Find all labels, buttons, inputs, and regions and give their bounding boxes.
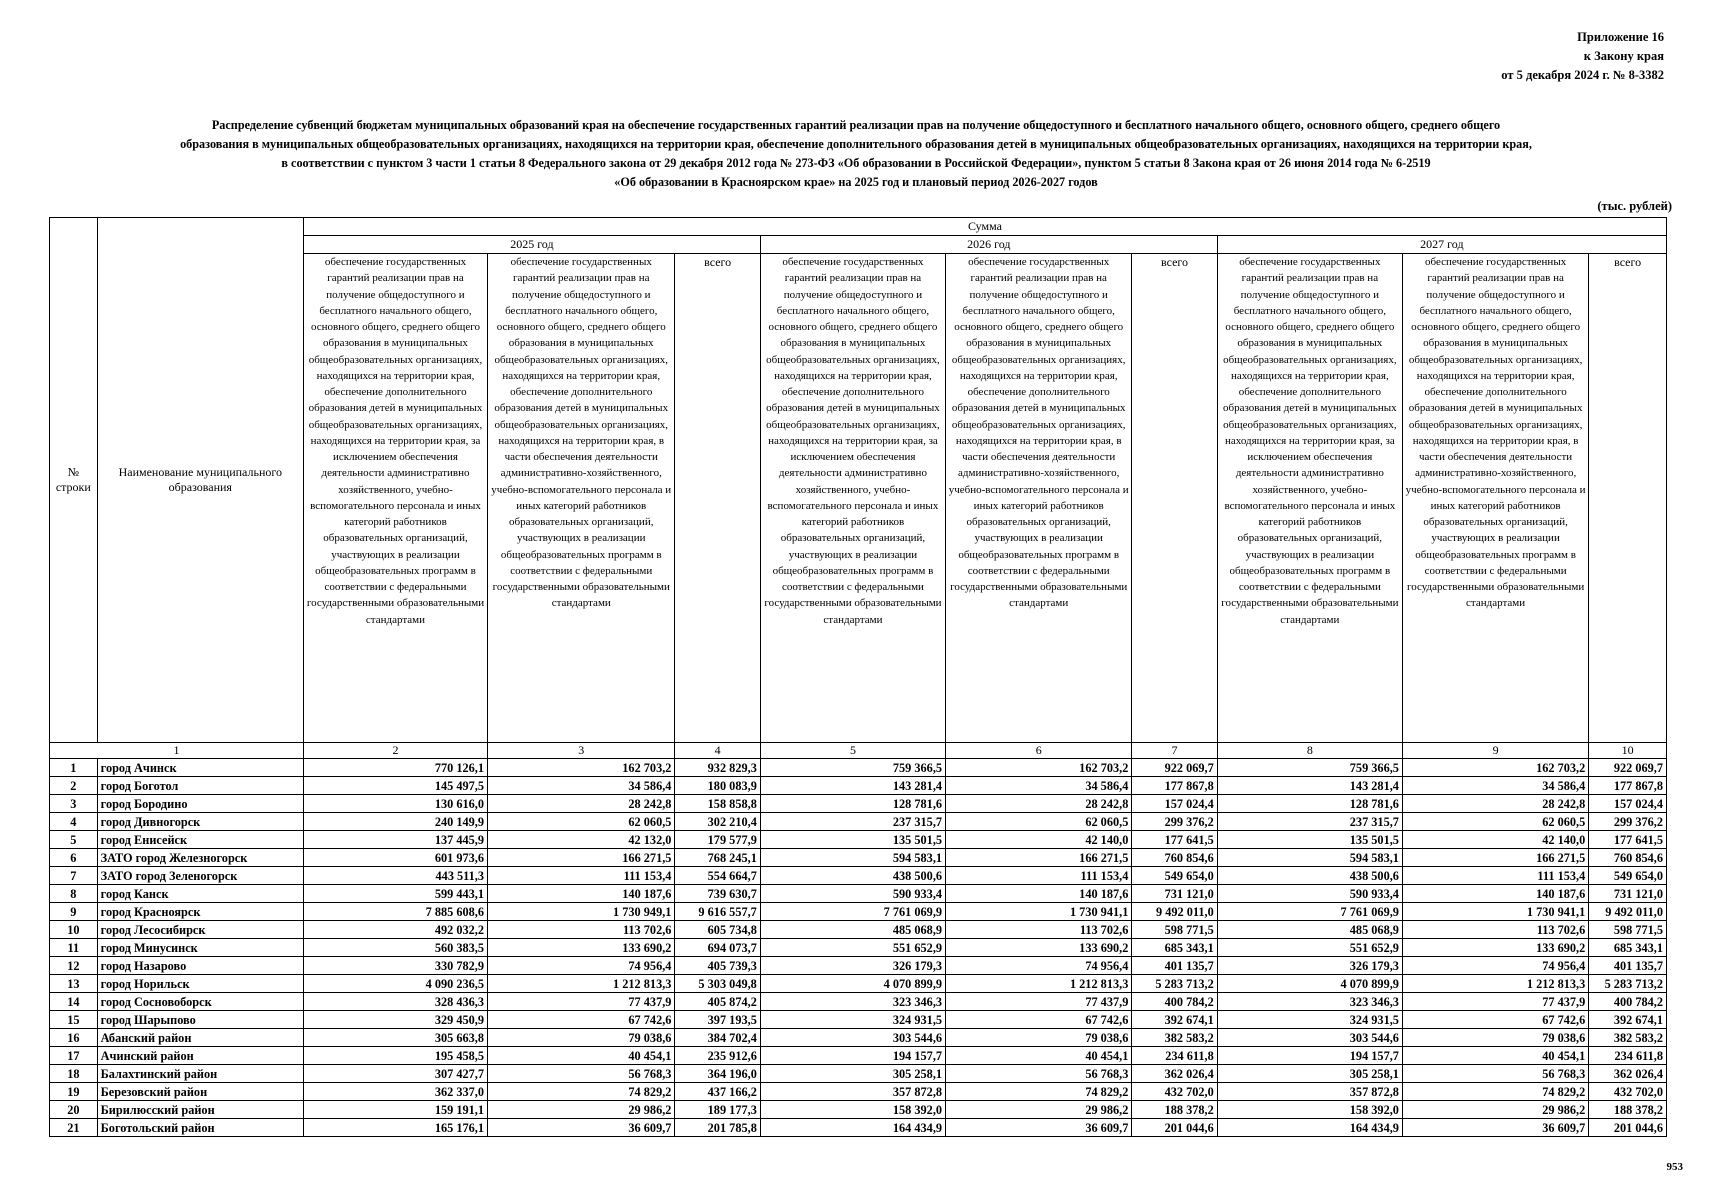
appendix-caption <box>1501 28 1664 85</box>
column-number: 9 <box>1402 743 1588 759</box>
amount-cell: 36 609,7 <box>946 1119 1132 1137</box>
amount-cell: 739 630,7 <box>675 885 760 903</box>
table-row <box>50 993 1667 1011</box>
amount-cell: 1 730 941,1 <box>946 903 1132 921</box>
amount-cell: 4 070 899,9 <box>760 975 945 993</box>
amount-cell: 382 583,2 <box>1589 1029 1667 1047</box>
amount-cell: 28 242,8 <box>488 795 675 813</box>
amount-cell: 357 872,8 <box>760 1083 945 1101</box>
amount-cell: 180 083,9 <box>675 777 760 795</box>
row-number-cell: 19 <box>50 1083 98 1101</box>
amount-cell: 113 702,6 <box>488 921 675 939</box>
amount-cell: 67 742,6 <box>1402 1011 1588 1029</box>
amount-cell: 237 315,7 <box>760 813 945 831</box>
amount-cell: 328 436,3 <box>303 993 487 1011</box>
amount-cell: 28 242,8 <box>946 795 1132 813</box>
amount-cell: 201 044,6 <box>1589 1119 1667 1137</box>
amount-cell: 305 258,1 <box>1217 1065 1402 1083</box>
amount-cell: 36 609,7 <box>1402 1119 1588 1137</box>
amount-cell: 362 026,4 <box>1132 1065 1217 1083</box>
amount-cell: 164 434,9 <box>760 1119 945 1137</box>
title-line: в соответствии с пунктом 3 части 1 статьи 8 Федерального закона от 29 декабря 2012 года № 273-ФЗ «Об образовании в Российской Федерации», пунктом 5 статьи 8 Закона края от 26 июня 2014 года № 6-2519 <box>281 156 1431 170</box>
amount-cell: 201 785,8 <box>675 1119 760 1137</box>
row-number-cell: 21 <box>50 1119 98 1137</box>
table-row <box>50 759 1667 777</box>
municipality-name-cell: город Боготол <box>97 777 303 795</box>
document-title <box>40 116 1672 192</box>
amount-cell: 401 135,7 <box>1132 957 1217 975</box>
amount-cell: 485 068,9 <box>1217 921 1402 939</box>
column-number: 3 <box>488 743 675 759</box>
amount-cell: 549 654,0 <box>1589 867 1667 885</box>
amount-cell: 74 956,4 <box>488 957 675 975</box>
amount-cell: 768 245,1 <box>675 849 760 867</box>
amount-cell: 56 768,3 <box>1402 1065 1588 1083</box>
amount-cell: 323 346,3 <box>760 993 945 1011</box>
amount-cell: 324 931,5 <box>760 1011 945 1029</box>
amount-cell: 79 038,6 <box>488 1029 675 1047</box>
table-row <box>50 921 1667 939</box>
amount-cell: 137 445,9 <box>303 831 487 849</box>
header-desc-main: обеспечение государственных гарантий реализации прав на получение общедоступного и бесплатного начального общего, основного общего, среднего общего образования в муниципальных общеобразовательных организациях, находящихся на территории края, обеспечение дополнительного образования детей в муниципальных общеобразовательных организациях, находящихся на территории края, за исключением обеспечения деятельности административно хозяйственного, учебно-вспомогательного персонала и иных категорий работников образовательных организаций, участвующих в реализации общеобразовательных программ в соответствии с федеральными государственными образовательными стандартами <box>760 254 945 743</box>
amount-cell: 760 854,6 <box>1132 849 1217 867</box>
table-row <box>50 777 1667 795</box>
amount-cell: 9 616 557,7 <box>675 903 760 921</box>
amount-cell: 42 140,0 <box>1402 831 1588 849</box>
header-desc-admin: обеспечение государственных гарантий реализации прав на получение общедоступного и бесплатного начального общего, основного общего, среднего общего образования в муниципальных общеобразовательных организациях, находящихся на территории края, обеспечение дополнительного образования детей в муниципальных общеобразовательных организациях, находящихся на территории края, в части обеспечения деятельности административно-хозяйственного, учебно-вспомогательного персонала и иных категорий работников образовательных организаций, участвующих в реализации общеобразовательных программ в соответствии с федеральными государственными образовательными стандартами <box>1402 254 1588 743</box>
table-row <box>50 885 1667 903</box>
amount-cell: 605 734,8 <box>675 921 760 939</box>
amount-cell: 162 703,2 <box>488 759 675 777</box>
amount-cell: 397 193,5 <box>675 1011 760 1029</box>
amount-cell: 56 768,3 <box>488 1065 675 1083</box>
municipality-name-cell: город Дивногорск <box>97 813 303 831</box>
amount-cell: 382 583,2 <box>1132 1029 1217 1047</box>
amount-cell: 485 068,9 <box>760 921 945 939</box>
amount-cell: 437 166,2 <box>675 1083 760 1101</box>
table-row <box>50 795 1667 813</box>
amount-cell: 554 664,7 <box>675 867 760 885</box>
row-number-cell: 6 <box>50 849 98 867</box>
amount-cell: 492 032,2 <box>303 921 487 939</box>
row-number-cell: 11 <box>50 939 98 957</box>
table-row <box>50 1011 1667 1029</box>
header-total: всего <box>675 254 760 743</box>
amount-cell: 731 121,0 <box>1132 885 1217 903</box>
amount-cell: 177 867,8 <box>1589 777 1667 795</box>
municipality-name-cell: город Норильск <box>97 975 303 993</box>
table-row <box>50 1083 1667 1101</box>
amount-cell: 759 366,5 <box>760 759 945 777</box>
amount-cell: 42 140,0 <box>946 831 1132 849</box>
column-number: 8 <box>1217 743 1402 759</box>
amount-cell: 74 956,4 <box>946 957 1132 975</box>
header-desc-main: обеспечение государственных гарантий реализации прав на получение общедоступного и бесплатного начального общего, основного общего, среднего общего образования в муниципальных общеобразовательных организациях, находящихся на территории края, обеспечение дополнительного образования детей в муниципальных общеобразовательных организациях, находящихся на территории края, за исключением обеспечения деятельности административно хозяйственного, учебно-вспомогательного персонала и иных категорий работников образовательных организаций, участвующих в реализации общеобразовательных программ в соответствии с федеральными государственными образовательными стандартами <box>303 254 487 743</box>
amount-cell: 685 343,1 <box>1132 939 1217 957</box>
column-number: 5 <box>760 743 945 759</box>
amount-cell: 140 187,6 <box>488 885 675 903</box>
row-number-cell: 14 <box>50 993 98 1011</box>
amount-cell: 1 730 949,1 <box>488 903 675 921</box>
title-line: «Об образовании в Красноярском крае» на 2025 год и плановый период 2026-2027 годов <box>614 175 1098 189</box>
amount-cell: 34 586,4 <box>488 777 675 795</box>
amount-cell: 302 210,4 <box>675 813 760 831</box>
amount-cell: 165 176,1 <box>303 1119 487 1137</box>
amount-cell: 189 177,3 <box>675 1101 760 1119</box>
amount-cell: 594 583,1 <box>760 849 945 867</box>
header-year-2027: 2027 год <box>1217 236 1666 254</box>
municipality-name-cell: город Бородино <box>97 795 303 813</box>
amount-cell: 760 854,6 <box>1589 849 1667 867</box>
amount-cell: 29 986,2 <box>1402 1101 1588 1119</box>
row-number-cell: 7 <box>50 867 98 885</box>
amount-cell: 731 121,0 <box>1589 885 1667 903</box>
amount-cell: 195 458,5 <box>303 1047 487 1065</box>
header-desc-main: обеспечение государственных гарантий реализации прав на получение общедоступного и бесплатного начального общего, основного общего, среднего общего образования в муниципальных общеобразовательных организациях, находящихся на территории края, обеспечение дополнительного образования детей в муниципальных общеобразовательных организациях, находящихся на территории края, за исключением обеспечения деятельности административно хозяйственного, учебно-вспомогательного персонала и иных категорий работников образовательных организаций, участвующих в реализации общеобразовательных программ в соответствии с федеральными государственными образовательными стандартами <box>1217 254 1402 743</box>
amount-cell: 166 271,5 <box>1402 849 1588 867</box>
column-number: 10 <box>1589 743 1667 759</box>
row-number-cell: 8 <box>50 885 98 903</box>
amount-cell: 551 652,9 <box>760 939 945 957</box>
table-row <box>50 1029 1667 1047</box>
amount-cell: 432 702,0 <box>1132 1083 1217 1101</box>
amount-cell: 324 931,5 <box>1217 1011 1402 1029</box>
amount-cell: 549 654,0 <box>1132 867 1217 885</box>
table-row <box>50 813 1667 831</box>
amount-cell: 140 187,6 <box>1402 885 1588 903</box>
amount-cell: 392 674,1 <box>1132 1011 1217 1029</box>
amount-cell: 34 586,4 <box>1402 777 1588 795</box>
amount-cell: 194 157,7 <box>1217 1047 1402 1065</box>
header-year-2026: 2026 год <box>760 236 1217 254</box>
table-row <box>50 957 1667 975</box>
table-row <box>50 1119 1667 1137</box>
amount-cell: 7 761 069,9 <box>1217 903 1402 921</box>
municipality-name-cell: город Сосновоборск <box>97 993 303 1011</box>
amount-cell: 128 781,6 <box>760 795 945 813</box>
municipality-name-cell: город Шарыпово <box>97 1011 303 1029</box>
municipality-name-cell: город Назарово <box>97 957 303 975</box>
amount-cell: 177 641,5 <box>1132 831 1217 849</box>
amount-cell: 34 586,4 <box>946 777 1132 795</box>
title-line: Распределение субвенций бюджетам муниципальных образований края на обеспечение государственных гарантий реализации прав на получение общедоступного и бесплатного начального общего, основного общего, среднего общего <box>211 118 1501 132</box>
amount-cell: 400 784,2 <box>1132 993 1217 1011</box>
municipality-name-cell: город Канск <box>97 885 303 903</box>
amount-cell: 140 187,6 <box>946 885 1132 903</box>
amount-cell: 62 060,5 <box>946 813 1132 831</box>
amount-cell: 7 885 608,6 <box>303 903 487 921</box>
amount-cell: 158 392,0 <box>760 1101 945 1119</box>
subsidy-table <box>49 217 1667 1137</box>
table-body <box>50 759 1667 1137</box>
amount-cell: 4 090 236,5 <box>303 975 487 993</box>
row-number-cell: 4 <box>50 813 98 831</box>
row-number-cell: 13 <box>50 975 98 993</box>
amount-cell: 128 781,6 <box>1217 795 1402 813</box>
amount-cell: 1 212 813,3 <box>946 975 1132 993</box>
amount-cell: 194 157,7 <box>760 1047 945 1065</box>
municipality-name-cell: Березовский район <box>97 1083 303 1101</box>
amount-cell: 299 376,2 <box>1589 813 1667 831</box>
amount-cell: 36 609,7 <box>488 1119 675 1137</box>
page-number: 953 <box>1666 1161 1683 1173</box>
title-line: образования в муниципальных общеобразовательных организациях, находящихся на территории края, обеспечение дополнительного образования детей в муниципальных общеобразовательных организациях, находящихся на территории края, <box>180 137 1532 151</box>
amount-cell: 922 069,7 <box>1132 759 1217 777</box>
amount-cell: 303 544,6 <box>760 1029 945 1047</box>
amount-cell: 9 492 011,0 <box>1589 903 1667 921</box>
amount-cell: 438 500,6 <box>1217 867 1402 885</box>
amount-cell: 922 069,7 <box>1589 759 1667 777</box>
header-desc-admin: обеспечение государственных гарантий реализации прав на получение общедоступного и бесплатного начального общего, основного общего, среднего общего образования в муниципальных общеобразовательных организациях, находящихся на территории края, обеспечение дополнительного образования детей в муниципальных общеобразовательных организациях, находящихся на территории края, в части обеспечения деятельности административно-хозяйственного, учебно-вспомогательного персонала и иных категорий работников образовательных организаций, участвующих в реализации общеобразовательных программ в соответствии с федеральными государственными образовательными стандартами <box>946 254 1132 743</box>
amount-cell: 162 703,2 <box>946 759 1132 777</box>
amount-cell: 111 153,4 <box>488 867 675 885</box>
amount-cell: 759 366,5 <box>1217 759 1402 777</box>
row-number-cell: 2 <box>50 777 98 795</box>
amount-cell: 177 867,8 <box>1132 777 1217 795</box>
amount-cell: 330 782,9 <box>303 957 487 975</box>
amount-cell: 111 153,4 <box>1402 867 1588 885</box>
amount-cell: 405 874,2 <box>675 993 760 1011</box>
amount-cell: 67 742,6 <box>488 1011 675 1029</box>
amount-cell: 74 829,2 <box>1402 1083 1588 1101</box>
amount-cell: 235 912,6 <box>675 1047 760 1065</box>
amount-cell: 77 437,9 <box>946 993 1132 1011</box>
amount-cell: 932 829,3 <box>675 759 760 777</box>
table-row <box>50 1101 1667 1119</box>
amount-cell: 157 024,4 <box>1589 795 1667 813</box>
amount-cell: 357 872,8 <box>1217 1083 1402 1101</box>
row-number-cell: 17 <box>50 1047 98 1065</box>
amount-cell: 133 690,2 <box>1402 939 1588 957</box>
amount-cell: 1 212 813,3 <box>1402 975 1588 993</box>
amount-cell: 323 346,3 <box>1217 993 1402 1011</box>
amount-cell: 599 443,1 <box>303 885 487 903</box>
amount-cell: 177 641,5 <box>1589 831 1667 849</box>
amount-cell: 166 271,5 <box>488 849 675 867</box>
municipality-name-cell: Абанский район <box>97 1029 303 1047</box>
column-number: 6 <box>946 743 1132 759</box>
amount-cell: 40 454,1 <box>946 1047 1132 1065</box>
amount-cell: 4 070 899,9 <box>1217 975 1402 993</box>
amount-cell: 164 434,9 <box>1217 1119 1402 1137</box>
amount-cell: 405 739,3 <box>675 957 760 975</box>
amount-cell: 79 038,6 <box>946 1029 1132 1047</box>
amount-cell: 362 026,4 <box>1589 1065 1667 1083</box>
row-number-cell: 15 <box>50 1011 98 1029</box>
amount-cell: 40 454,1 <box>1402 1047 1588 1065</box>
amount-cell: 162 703,2 <box>1402 759 1588 777</box>
row-number-cell: 16 <box>50 1029 98 1047</box>
municipality-name-cell: город Минусинск <box>97 939 303 957</box>
row-number-cell: 18 <box>50 1065 98 1083</box>
amount-cell: 7 761 069,9 <box>760 903 945 921</box>
amount-cell: 432 702,0 <box>1589 1083 1667 1101</box>
row-number-cell: 12 <box>50 957 98 975</box>
amount-cell: 188 378,2 <box>1132 1101 1217 1119</box>
amount-cell: 77 437,9 <box>1402 993 1588 1011</box>
amount-cell: 1 212 813,3 <box>488 975 675 993</box>
row-number-cell: 9 <box>50 903 98 921</box>
amount-cell: 305 663,8 <box>303 1029 487 1047</box>
column-number: 4 <box>675 743 760 759</box>
amount-cell: 9 492 011,0 <box>1132 903 1217 921</box>
amount-cell: 28 242,8 <box>1402 795 1588 813</box>
amount-cell: 234 611,8 <box>1132 1047 1217 1065</box>
header-municipality-name: Наименование муниципального образования <box>97 218 303 743</box>
amount-cell: 113 702,6 <box>1402 921 1588 939</box>
amount-cell: 384 702,4 <box>675 1029 760 1047</box>
municipality-name-cell: Ачинский район <box>97 1047 303 1065</box>
amount-cell: 770 126,1 <box>303 759 487 777</box>
amount-cell: 400 784,2 <box>1589 993 1667 1011</box>
column-number: 1 <box>50 743 304 759</box>
amount-cell: 438 500,6 <box>760 867 945 885</box>
amount-cell: 42 132,0 <box>488 831 675 849</box>
column-number: 2 <box>303 743 487 759</box>
amount-cell: 362 337,0 <box>303 1083 487 1101</box>
amount-cell: 594 583,1 <box>1217 849 1402 867</box>
amount-cell: 56 768,3 <box>946 1065 1132 1083</box>
amount-cell: 237 315,7 <box>1217 813 1402 831</box>
municipality-name-cell: ЗАТО город Железногорск <box>97 849 303 867</box>
amount-cell: 157 024,4 <box>1132 795 1217 813</box>
amount-cell: 551 652,9 <box>1217 939 1402 957</box>
amount-cell: 326 179,3 <box>760 957 945 975</box>
amount-cell: 326 179,3 <box>1217 957 1402 975</box>
header-total: всего <box>1132 254 1217 743</box>
amount-cell: 598 771,5 <box>1132 921 1217 939</box>
amount-cell: 133 690,2 <box>946 939 1132 957</box>
amount-cell: 143 281,4 <box>1217 777 1402 795</box>
amount-cell: 143 281,4 <box>760 777 945 795</box>
amount-cell: 329 450,9 <box>303 1011 487 1029</box>
amount-cell: 29 986,2 <box>488 1101 675 1119</box>
amount-cell: 188 378,2 <box>1589 1101 1667 1119</box>
amount-cell: 74 956,4 <box>1402 957 1588 975</box>
amount-cell: 590 933,4 <box>1217 885 1402 903</box>
amount-cell: 392 674,1 <box>1589 1011 1667 1029</box>
amount-cell: 299 376,2 <box>1132 813 1217 831</box>
amount-cell: 201 044,6 <box>1132 1119 1217 1137</box>
amount-cell: 145 497,5 <box>303 777 487 795</box>
amount-cell: 67 742,6 <box>946 1011 1132 1029</box>
row-number-cell: 20 <box>50 1101 98 1119</box>
amount-cell: 111 153,4 <box>946 867 1132 885</box>
municipality-name-cell: город Енисейск <box>97 831 303 849</box>
amount-cell: 1 730 941,1 <box>1402 903 1588 921</box>
amount-cell: 364 196,0 <box>675 1065 760 1083</box>
appendix-law-date: от 5 декабря 2024 г. № 8-3382 <box>1501 68 1664 82</box>
amount-cell: 5 283 713,2 <box>1589 975 1667 993</box>
amount-cell: 135 501,5 <box>760 831 945 849</box>
amount-cell: 305 258,1 <box>760 1065 945 1083</box>
amount-cell: 79 038,6 <box>1402 1029 1588 1047</box>
amount-cell: 443 511,3 <box>303 867 487 885</box>
amount-cell: 179 577,9 <box>675 831 760 849</box>
row-number-cell: 3 <box>50 795 98 813</box>
table-row <box>50 831 1667 849</box>
amount-cell: 166 271,5 <box>946 849 1132 867</box>
table-row <box>50 867 1667 885</box>
amount-cell: 40 454,1 <box>488 1047 675 1065</box>
header-total: всего <box>1589 254 1667 743</box>
amount-cell: 601 973,6 <box>303 849 487 867</box>
amount-cell: 133 690,2 <box>488 939 675 957</box>
amount-cell: 234 611,8 <box>1589 1047 1667 1065</box>
row-number-cell: 10 <box>50 921 98 939</box>
amount-cell: 303 544,6 <box>1217 1029 1402 1047</box>
amount-cell: 130 616,0 <box>303 795 487 813</box>
table-row <box>50 939 1667 957</box>
amount-cell: 135 501,5 <box>1217 831 1402 849</box>
amount-cell: 158 858,8 <box>675 795 760 813</box>
amount-cell: 5 303 049,8 <box>675 975 760 993</box>
header-sum: Сумма <box>303 218 1666 236</box>
table-row <box>50 975 1667 993</box>
amount-cell: 307 427,7 <box>303 1065 487 1083</box>
table-row <box>50 1047 1667 1065</box>
table-row <box>50 1065 1667 1083</box>
header-year-2025: 2025 год <box>303 236 760 254</box>
table-row <box>50 849 1667 867</box>
amount-cell: 240 149,9 <box>303 813 487 831</box>
row-number-cell: 1 <box>50 759 98 777</box>
amount-cell: 77 437,9 <box>488 993 675 1011</box>
column-number-row <box>50 743 1667 759</box>
municipality-name-cell: Бирилюсский район <box>97 1101 303 1119</box>
amount-cell: 401 135,7 <box>1589 957 1667 975</box>
amount-cell: 74 829,2 <box>488 1083 675 1101</box>
municipality-name-cell: город Лесосибирск <box>97 921 303 939</box>
amount-cell: 62 060,5 <box>1402 813 1588 831</box>
amount-cell: 62 060,5 <box>488 813 675 831</box>
amount-cell: 694 073,7 <box>675 939 760 957</box>
municipality-name-cell: Балахтинский район <box>97 1065 303 1083</box>
header-desc-admin: обеспечение государственных гарантий реализации прав на получение общедоступного и бесплатного начального общего, основного общего, среднего общего образования в муниципальных общеобразовательных организациях, находящихся на территории края, обеспечение дополнительного образования детей в муниципальных общеобразовательных организациях, находящихся на территории края, в части обеспечения деятельности административно-хозяйственного, учебно-вспомогательного персонала и иных категорий работников образовательных организаций, участвующих в реализации общеобразовательных программ в соответствии с федеральными государственными образовательными стандартами <box>488 254 675 743</box>
appendix-law: к Закону края <box>1583 49 1664 63</box>
amount-cell: 590 933,4 <box>760 885 945 903</box>
amount-cell: 158 392,0 <box>1217 1101 1402 1119</box>
municipality-name-cell: город Красноярск <box>97 903 303 921</box>
municipality-name-cell: Боготольский район <box>97 1119 303 1137</box>
amount-cell: 113 702,6 <box>946 921 1132 939</box>
amount-cell: 159 191,1 <box>303 1101 487 1119</box>
amount-cell: 598 771,5 <box>1589 921 1667 939</box>
appendix-number: Приложение 16 <box>1577 30 1664 44</box>
amount-cell: 29 986,2 <box>946 1101 1132 1119</box>
amount-cell: 74 829,2 <box>946 1083 1132 1101</box>
column-number: 7 <box>1132 743 1217 759</box>
header-row-number: № строки <box>50 218 98 743</box>
municipality-name-cell: город Ачинск <box>97 759 303 777</box>
municipality-name-cell: ЗАТО город Зеленогорск <box>97 867 303 885</box>
amount-cell: 5 283 713,2 <box>1132 975 1217 993</box>
amount-cell: 560 383,5 <box>303 939 487 957</box>
units-label: (тыс. рублей) <box>1597 199 1672 213</box>
amount-cell: 685 343,1 <box>1589 939 1667 957</box>
table-row <box>50 903 1667 921</box>
row-number-cell: 5 <box>50 831 98 849</box>
